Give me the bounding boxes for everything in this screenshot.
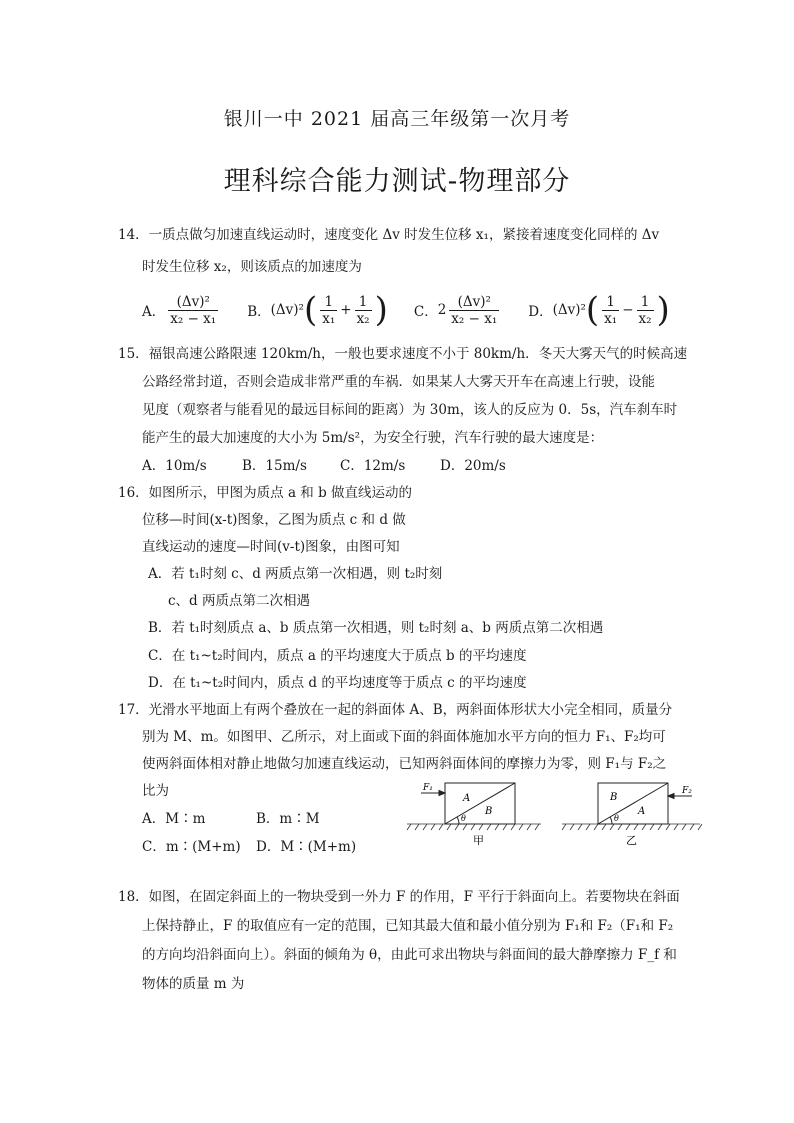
force-label: F₂ xyxy=(682,786,692,796)
option-label: A． xyxy=(142,304,166,320)
q17-line-3: 使两斜面体相对静止地做匀加速直线运动，已知两斜面体间的摩擦力为零，则 F₁与 F₂之 xyxy=(142,756,667,772)
fraction xyxy=(449,294,499,327)
option-label: D． xyxy=(528,304,553,320)
q15-option-b[interactable]: B．15m/s xyxy=(242,458,307,474)
q15-line-3: 见度（观察者与能看见的最远目标间的距离）为 30m，该人的反应为 0．5s，汽车刹车时 xyxy=(142,402,678,418)
denominator: x₁ xyxy=(604,310,618,327)
fraction xyxy=(320,294,337,327)
ground-hatch xyxy=(407,824,541,830)
numerator: 1 xyxy=(358,293,368,310)
denominator: x₂ xyxy=(638,310,652,327)
q17-option-c[interactable]: C．m∶(M+m) xyxy=(142,839,241,855)
q17-figure-yi xyxy=(560,778,705,850)
denominator: x₂ − x₁ xyxy=(451,310,498,327)
wedge-a-label: A xyxy=(638,806,646,817)
fraction xyxy=(637,294,654,327)
denominator: x₁ xyxy=(322,310,336,327)
q18-line-4: 物体的质量 m 为 xyxy=(142,976,245,992)
numerator: (Δv)² xyxy=(457,293,491,310)
denominator: x₂ xyxy=(356,310,370,327)
option-label: C． xyxy=(413,304,438,320)
q18-line-3: 的方向均沿斜面向上）。斜面的倾角为 θ，由此可求出物块与斜面间的最大静摩擦力 F_f 和 xyxy=(142,947,677,963)
q15-line-2: 公路经常封道，否则会造成非常严重的车祸．如果某人大雾天开车在高速上行驶，设能 xyxy=(142,374,655,390)
q17-option-b[interactable]: B．m∶M xyxy=(256,811,320,827)
angle-label: θ xyxy=(614,814,619,823)
wedge-a-label: A xyxy=(463,793,471,804)
right-paren-icon: ) xyxy=(656,290,670,330)
coefficient: (Δv)² xyxy=(270,302,304,318)
right-paren-icon: ) xyxy=(374,290,388,330)
q14-options xyxy=(142,290,696,330)
fraction xyxy=(168,294,218,327)
q17-line-1: 17．光滑水平地面上有两个叠放在一起的斜面体 A、B，两斜面体形状大小完全相同，质量分 xyxy=(118,702,673,718)
q14-option-c[interactable] xyxy=(414,294,502,327)
left-paren-icon: ( xyxy=(585,290,600,330)
q16-option-d[interactable]: D．在 t₁~t₂时间内，质点 d 的平均速度等于质点 c 的平均速度 xyxy=(148,675,527,691)
wedges xyxy=(598,783,668,824)
q16-line-1: 16．如图所示，甲图为质点 a 和 b 做直线运动的 xyxy=(118,485,413,501)
numerator: (Δv)² xyxy=(176,293,210,310)
denominator: x₂ − x₁ xyxy=(170,310,217,327)
q17-line-2: 别为 M、m。如图甲、乙所示，对上面或下面的斜面体施加水平方向的恒力 F₁、F₂均可 xyxy=(142,729,666,745)
fraction xyxy=(602,294,619,327)
coefficient: (Δv)² xyxy=(552,302,586,318)
q15-option-d[interactable]: D．20m/s xyxy=(440,458,506,474)
q14-option-b[interactable] xyxy=(247,290,388,330)
q17-option-a[interactable]: A．M∶m xyxy=(142,811,206,827)
left-paren-icon: ( xyxy=(303,290,318,330)
angle-label: θ xyxy=(461,814,466,823)
force-label: F₁ xyxy=(423,783,433,793)
numerator: 1 xyxy=(640,293,650,310)
q18-line-1: 18．如图，在固定斜面上的一物块受到一外力 F 的作用，F 平行于斜面向上。若要物块在斜面 xyxy=(118,889,680,905)
operator: + xyxy=(340,302,352,318)
wedges xyxy=(445,783,515,824)
q17-line-4: 比为 xyxy=(142,783,169,799)
q16-option-a-cont: c、d 两质点第二次相遇 xyxy=(168,593,310,609)
q17-figure-jia xyxy=(405,778,545,850)
fraction xyxy=(355,294,372,327)
ground-hatch xyxy=(562,824,702,830)
q16-option-c[interactable]: C．在 t₁~t₂时间内，质点 a 的平均速度大于质点 b 的平均速度 xyxy=(148,648,527,664)
q18-line-2: 上保持静止，F 的取值应有一定的范围，已知其最大值和最小值分别为 F₁和 F₂（F₁和 F₂ xyxy=(142,918,674,934)
q16-line-2: 位移—时间(x-t)图象，乙图为质点 c 和 d 做 xyxy=(142,512,406,528)
wedge-b-label: B xyxy=(610,792,618,803)
numerator: 1 xyxy=(324,293,334,310)
option-label: B． xyxy=(247,304,271,320)
q16-line-3: 直线运动的速度—时间(v-t)图象，由图可知 xyxy=(142,539,400,555)
q17-option-d[interactable]: D．M∶(M+m) xyxy=(256,839,357,855)
q14-option-d[interactable] xyxy=(528,290,670,330)
q15-option-c[interactable]: C．12m/s xyxy=(340,458,406,474)
q14-option-a[interactable] xyxy=(142,294,221,327)
q15-line-4: 能产生的最大加速度的大小为 5m/s²，为安全行驶，汽车行驶的最大速度是： xyxy=(142,430,604,446)
coefficient: 2 xyxy=(437,302,447,318)
subject-title: 理科综合能力测试-物理部分 xyxy=(223,166,571,197)
numerator: 1 xyxy=(606,293,615,310)
q15-line-1: 15．福银高速公路限速 120km/h，一般也要求速度不小于 80km/h．冬天大雾天气的时候高速 xyxy=(118,346,688,362)
q16-option-a[interactable]: A．若 t₁时刻 c、d 两质点第一次相遇，则 t₂时刻 xyxy=(148,566,443,582)
q16-option-b[interactable]: B．若 t₁时刻质点 a、b 质点第一次相遇，则 t₂时刻 a、b 两质点第二次相遇 xyxy=(148,620,604,636)
q15-option-a[interactable]: A．10m/s xyxy=(142,458,207,474)
exam-title: 银川一中 2021 届高三年级第一次月考 xyxy=(223,108,571,130)
wedge-b-label: B xyxy=(485,806,493,817)
figure-caption: 甲 xyxy=(473,834,484,847)
figure-caption: 乙 xyxy=(626,834,637,847)
operator: − xyxy=(622,302,634,318)
q14-line-1: 14．一质点做匀加速直线运动时，速度变化 Δv 时发生位移 x₁，紧接着速度变化同样的 Δv xyxy=(118,227,660,243)
q14-line-2: 时发生位移 x₂，则该质点的加速度为 xyxy=(142,259,362,275)
